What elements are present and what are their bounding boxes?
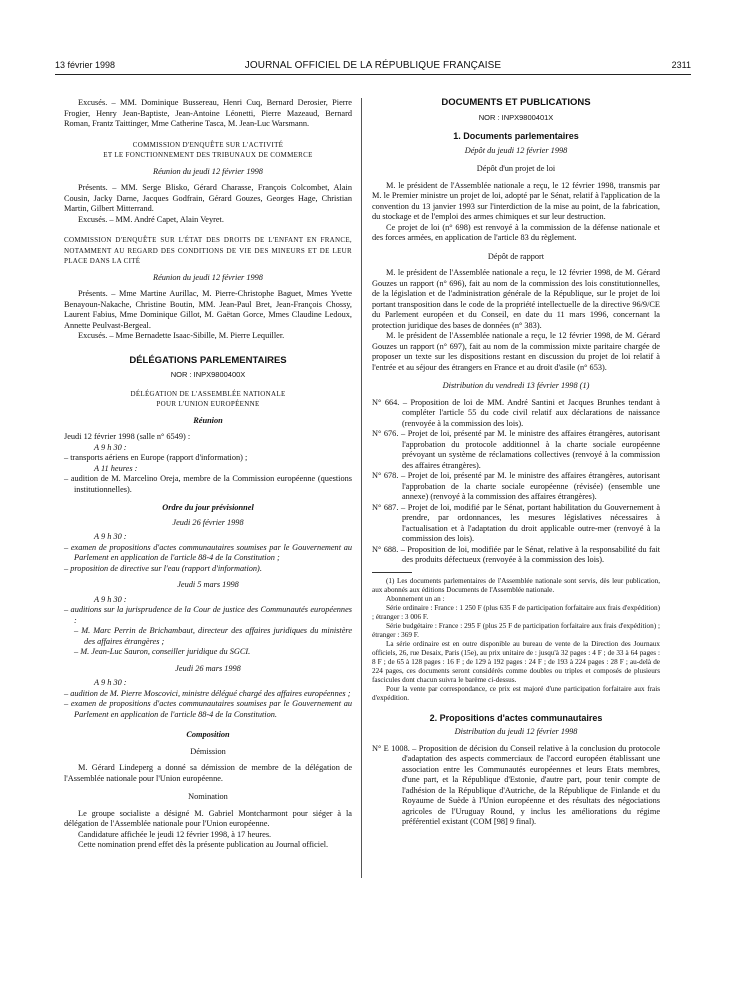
time-label: A 9 h 30 :: [94, 442, 127, 452]
subsection-title: 2. Propositions d'actes communautaires: [429, 712, 603, 723]
commission-heading: COMMISSION D'ENQUÊTE SUR L'ÉTAT DES DROITS DE L'ENFANT EN FRANCE, NOTAMMENT AU REGARD DES CONDITIONS DE VIE DES MINEURS ET DE LEUR PLACE DANS LA CITÉ: [64, 236, 352, 265]
time-label: A 9 h 30 :: [94, 594, 127, 604]
presents-paragraph: Présents. – MM. Serge Blisko, Gérard Charasse, François Colcombet, Alain Cousin, Jacky Darne, Jacques Godfrain, Gérard Gouzes, Georges Hage, Christian Martin, Gilbert Mitterrand.: [64, 183, 352, 213]
body-paragraph: Ce projet de loi (n° 698) est renvoyé à la commission de la défense nationale et des forces armées, en application de l'article 83 du règlement.: [372, 222, 660, 242]
reunion-date: Réunion du jeudi 12 février 1998: [153, 272, 263, 282]
document-item: N° 664. – Proposition de loi de MM. André Santini et Jacques Brunhes tendant à compléter l'article 55 du code civil relatif aux déclarations de naissance (renvoyée à la commission des lois).: [372, 397, 660, 428]
commission-heading: ET LE FONCTIONNEMENT DES TRIBUNAUX DE COMMERCE: [103, 151, 313, 159]
meeting-date-text: Jeudi 12 février 1998 (salle n° 6549) :: [64, 432, 191, 441]
delegation-heading: DÉLÉGATION DE L'ASSEMBLÉE NATIONALE: [130, 389, 286, 398]
document-item: N° E 1008. – Proposition de décision du Conseil relative à la conclusion du protocole d'adaptation des aspects commerciaux de l'accord européen établissant une association entre les Communautés européennes et leurs Etats membres, d'une part, et la République d'Estonie, d'autre part, pour tenir compte de l'adhésion de la République d'Autriche, de la République de Finlande et du Royaume de Suède à l'Union européenne et des résultats des négociations agricoles de l'Uruguay Round, y inclus les améliorations du régime préférentiel existant (COM [98] 9 final).: [372, 743, 660, 826]
body-paragraph: Cette nomination prend effet dès la présente publication au Journal officiel.: [78, 840, 329, 849]
agenda-item: – examen de propositions d'actes communautaires soumises par le Gouvernement au Parlement en application de l'article 88-4 de la Constitution.: [64, 699, 352, 719]
body-paragraph: Le groupe socialiste a désigné M. Gabriel Montcharmont pour siéger à la délégation de l'Assemblée nationale pour l'Union européenne.: [64, 808, 352, 828]
page-header: [55, 60, 691, 74]
footnote: La série ordinaire est en outre disponible au bureau de vente de la Direction des Journaux officiels, 26, rue Desaix, Paris (15e), au prix unitaire de : jusqu'à 32 pages : 4 F ; de 33 à 64 pages : 8 F ; de 65 à 128 pages : 16 F ; de 129 à 192 pages : 24 F ; de 193 à 224 pages : 28 F ; au-delà de 224 pages, ces documents seront considérés comme doubles ou triples et composés de plusieurs fascicules dont chacun suivra le barème ci-dessus.: [372, 639, 660, 684]
commission-heading: COMMISSION D'ENQUÊTE SUR L'ACTIVITÉ: [132, 140, 284, 149]
subsection-heading: Réunion: [193, 415, 223, 425]
body-paragraph: M. le président de l'Assemblée nationale a reçu, le 12 février 1998, de M. Gérard Gouzes un rapport (n° 697), fait au nom de la commission mixte paritaire chargée de proposer un texte sur les dispositions restant en discussion du projet de loi relatif à l'entrée et au séjour des étrangers en France et au droit d'asile (n° 653).: [372, 331, 660, 372]
time-label: A 9 h 30 :: [94, 678, 127, 687]
footnote: Pour la vente par correspondance, ce prix est majoré d'une participation forfaitaire aux frais d'expédition.: [372, 684, 660, 702]
agenda-item: – audition de M. Pierre Moscovici, ministre délégué chargé des affaires européennes ;: [64, 688, 351, 698]
excuses-paragraph: Excusés. – Mme Bernadette Isaac-Sibille, M. Pierre Lequiller.: [78, 331, 285, 340]
depot-date: Dépôt du jeudi 12 février 1998: [464, 145, 568, 155]
header-rule: [55, 74, 691, 75]
agenda-date: Jeudi 5 mars 1998: [177, 580, 239, 589]
minor-heading: Dépôt d'un projet de loi: [476, 164, 556, 173]
agenda-subitem: – M. Marc Perrin de Brichambaut, directeur des affaires juridiques du ministère des affaires étrangères ;: [74, 626, 352, 646]
footnote: (1) Les documents parlementaires de l'Assemblée nationale sont servis, dès leur publication, aux abonnés aux éditions Documents de l'Assemblée nationale.: [372, 576, 660, 594]
document-item: N° 687. – Projet de loi, modifié par le Sénat, portant habilitation du Gouvernement à prendre, par ordonnances, les mesures législatives nécessaires à l'actualisation et à l'adaptation du droit applicable outre-mer (renvoyé à la commission des lois).: [372, 502, 660, 543]
header-date: 13 février 1998: [55, 60, 116, 70]
section-title: DÉLÉGATIONS PARLEMENTAIRES: [129, 354, 287, 366]
agenda-subitem: – M. Jean-Luc Sauron, conseiller juridique du SGCI.: [74, 647, 251, 656]
nor-reference: NOR : INPX9800401X: [478, 112, 554, 122]
minor-heading: Démission: [190, 746, 226, 756]
right-column: [372, 98, 660, 828]
subsection-title: 1. Documents parlementaires: [453, 131, 579, 141]
body-paragraph: M. le président de l'Assemblée nationale a reçu, le 12 février 1998, transmis par M. le Premier ministre un projet de loi, adopté par le Sénat, relatif à l'application de la convention du 13 janvier 1993 sur l'interdiction de la mise au point, de la fabrication, du stockage et de l'emploi des armes chimiques et sur leur destruction.: [372, 180, 660, 221]
footnote-rule: [372, 572, 412, 573]
distribution-date: Distribution du vendredi 13 février 1998 (1): [442, 381, 590, 390]
section-title: DOCUMENTS ET PUBLICATIONS: [441, 97, 591, 108]
reunion-date: Réunion du jeudi 12 février 1998: [153, 166, 263, 176]
minor-heading: Nomination: [188, 792, 228, 801]
document-item: N° 688. – Proposition de loi, modifiée par le Sénat, relative à la responsabilité du fait des produits défectueux (renvoyée à la commission des lois).: [372, 544, 660, 564]
agenda-item: – examen de propositions d'actes communautaires soumises par le Gouvernement au Parlement en application de l'article 88-4 de la Constitution ;: [64, 542, 352, 562]
left-column: [64, 98, 352, 851]
agenda-item: – transports aériens en Europe (rapport d'information) ;: [64, 453, 248, 462]
body-paragraph: M. le président de l'Assemblée nationale a reçu, le 12 février 1998, de M. Gérard Gouzes un rapport (n° 696), fait au nom de la commission des lois constitutionnelles, de la législation et de l'administration générale de la République, sur le projet de loi portant transposition dans le code de la propriété intellectuelle de la directive 96/9/CE du Parlement européen et du Conseil, en date du 11 mars 1996, concernant la protection juridique des bases de données (n° 383).: [372, 268, 660, 330]
agenda-date: Jeudi 26 mars 1998: [175, 663, 241, 673]
distribution-date: Distribution du jeudi 12 février 1998: [454, 727, 578, 736]
time-label: A 9 h 30 :: [94, 532, 127, 541]
excuses-paragraph: Excusés. – MM. Dominique Bussereau, Henri Cuq, Bernard Derosier, Pierre Frogier, Henry Jean-Baptiste, Jean-Antoine Léonetti, Pierre Mazeaud, Bernard Roman, Frantz Taittinger, Mme Catherine Tasca, M. Jean-Luc Warsmann.: [64, 98, 352, 128]
delegation-heading: POUR L'UNION EUROPÉENNE: [156, 400, 260, 408]
excuses-paragraph: Excusés. – MM. André Capet, Alain Veyret.: [78, 214, 224, 224]
agenda-item: – auditions sur la jurisprudence de la Cour de justice des Communautés européennes :: [64, 605, 352, 625]
time-label: A 11 heures :: [94, 463, 138, 473]
journal-title: JOURNAL OFFICIEL DE LA RÉPUBLIQUE FRANÇAISE: [244, 60, 502, 71]
subsection-heading: Composition: [186, 730, 230, 739]
body-paragraph: Candidature affichée le jeudi 12 février 1998, à 17 heures.: [78, 829, 272, 839]
document-item: N° 676. – Projet de loi, présenté par M. le ministre des affaires étrangères, autorisant l'approbation du protocole additionnel à la charte sociale européenne prévoyant un système de réclamations collectives (renvoyé à la commission des affaires étrangères).: [372, 429, 660, 470]
agenda-date: Jeudi 26 février 1998: [172, 517, 244, 527]
column-divider: [361, 98, 362, 878]
footnote: Série ordinaire : France : 1 250 F (plus 635 F de participation forfaitaire aux frais d'expédition) ; étranger : 3 006 F.: [372, 603, 660, 621]
footnote: Série budgétaire : France : 295 F (plus 25 F de participation forfaitaire aux frais d'expédition) ; étranger : 369 F.: [372, 621, 660, 639]
presents-paragraph: Présents. – Mme Martine Aurillac, M. Pierre-Christophe Baguet, Mmes Yvette Benayoun-Nakache, Christine Boutin, MM. Jean-Paul Bret, Jean-François Chossy, Laurent Fabius, Mme Dominique Gillot, M. Gaëtan Gorce, Mmes Claudine Ledoux, Annette Peulvast-Bergeal.: [64, 289, 352, 330]
page-number: 2311: [671, 60, 691, 70]
nor-reference: NOR : INPX9800400X: [170, 370, 246, 379]
agenda-item: – proposition de directive sur l'eau (rapport d'information).: [64, 563, 262, 573]
body-paragraph: M. Gérard Lindeperg a donné sa démission de membre de la délégation de l'Assemblée nationale pour l'Union européenne.: [64, 763, 352, 783]
minor-heading: Dépôt de rapport: [487, 251, 545, 261]
document-item: N° 678. – Projet de loi, présenté par M. le ministre des affaires étrangères, autorisant l'approbation de la charte sociale européenne (révisée) (ensemble une annexe) (renvoyé à la commission des affaires étrangères).: [372, 471, 660, 501]
agenda-item: – audition de M. Marcelino Oreja, membre de la Commission européenne (questions institutionnelles).: [64, 474, 352, 494]
meeting-date: [64, 432, 352, 443]
footnote: Abonnement un an :: [386, 594, 445, 603]
subsection-heading: Ordre du jour prévisionnel: [162, 503, 254, 512]
